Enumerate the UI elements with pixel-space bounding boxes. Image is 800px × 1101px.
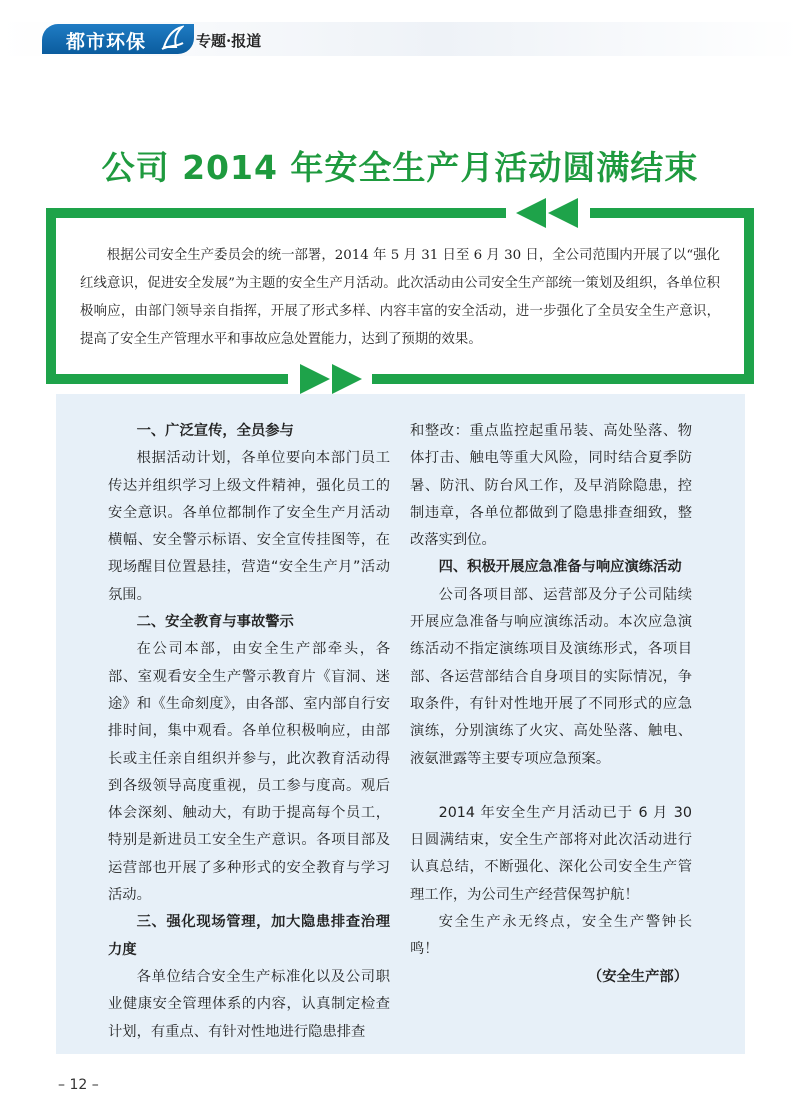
section-4-heading: 四、积极开展应急准备与响应演练活动	[438, 559, 682, 576]
section-3-text-continued: 和整改：重点监控起重吊装、高处坠落、物体打击、触电等重大风险，同时结合夏季防暑、防汛、防台风工作，及早消除隐患，控制违章，各单位都做到了隐患排查细致，整改落实到位。	[410, 423, 692, 549]
double-chevron-left-icon	[506, 196, 590, 230]
page-number: – 12 –	[58, 1077, 99, 1093]
paragraph-spacer	[410, 773, 692, 800]
magazine-title: 都市环保	[66, 31, 147, 53]
section-1-heading: 一、广泛宣传，全员参与	[136, 423, 294, 439]
right-column	[410, 418, 692, 991]
left-column	[108, 418, 390, 1046]
section-2-text: 在公司本部，由安全生产部牵头，各部、室观看安全生产警示教育片《盲洞、迷途》和《生命刻度》，由各部、室内部自行安排时间，集中观看。各单位积极响应，由部长或主任亲自组织并参与，此次教育活动得到各级领导高度重视，员工参与度高。观后体会深刻、触动大，有助于提高每个员工，特别是新进员工安全生产意识。各项目部及运营部也开展了多种形式的安全教育与学习活动。	[108, 641, 390, 904]
section-label: 专题·报道	[196, 32, 262, 50]
section-1-text: 根据活动计划，各单位要向本部门员工传达并组织学习上级文件精神，强化员工的安全意识。各单位都制作了安全生产月活动横幅、安全警示标语、安全宣传挂图等，在现场醒目位置悬挂，营造“安全生产月”活动氛围。	[108, 450, 390, 603]
double-chevron-right-icon	[288, 362, 372, 396]
section-4-text: 公司各项目部、运营部及分子公司陆续开展应急准备与响应演练活动。本次应急演练活动不指定演练项目及演练形式，各项目部、各运营部结合自身项目的实际情况，争取条件，有针对性地开展了不同形式的应急演练，分别演练了火灾、高处坠落、触电、液氨泄露等主要专项应急预案。	[410, 586, 692, 767]
slogan: 安全生产永无终点，安全生产警钟长鸣！	[410, 914, 692, 958]
article-title: 公司 2014 年安全生产月活动圆满结束	[101, 148, 699, 187]
section-3-text-start: 各单位结合安全生产标准化以及公司职业健康安全管理体系的内容，认真制定检查计划，有重点、有针对性地进行隐患排查	[108, 968, 390, 1040]
closing-paragraph: 2014 年安全生产月活动已于 6 月 30 日圆满结束，安全生产部将对此次活动进行认真总结，不断强化、深化公司安全生产管理工作，为公司生产经营保驾护航！	[410, 804, 692, 903]
signature: （安全生产部）	[587, 968, 688, 985]
section-3-heading: 三、强化现场管理，加大隐患排查治理力度	[108, 914, 390, 958]
section-2-heading: 二、安全教育与事故警示	[136, 614, 294, 631]
sail-swirl-logo-icon	[160, 25, 184, 51]
intro-paragraph: 根据公司安全生产委员会的统一部署，2014 年 5 月 31 日至 6 月 30 日，全公司范围内开展了以“强化红线意识，促进安全发展”为主题的安全生产月活动。此次活动由公司安全生产部统一策划及组织，各单位积极响应，由部门领导亲自指挥，开展了形式多样、内容丰富的安全活动，进一步强化了全员安全生产意识，提高了安全生产管理水平和事故应急处置能力，达到了预期的效果。	[80, 248, 720, 347]
